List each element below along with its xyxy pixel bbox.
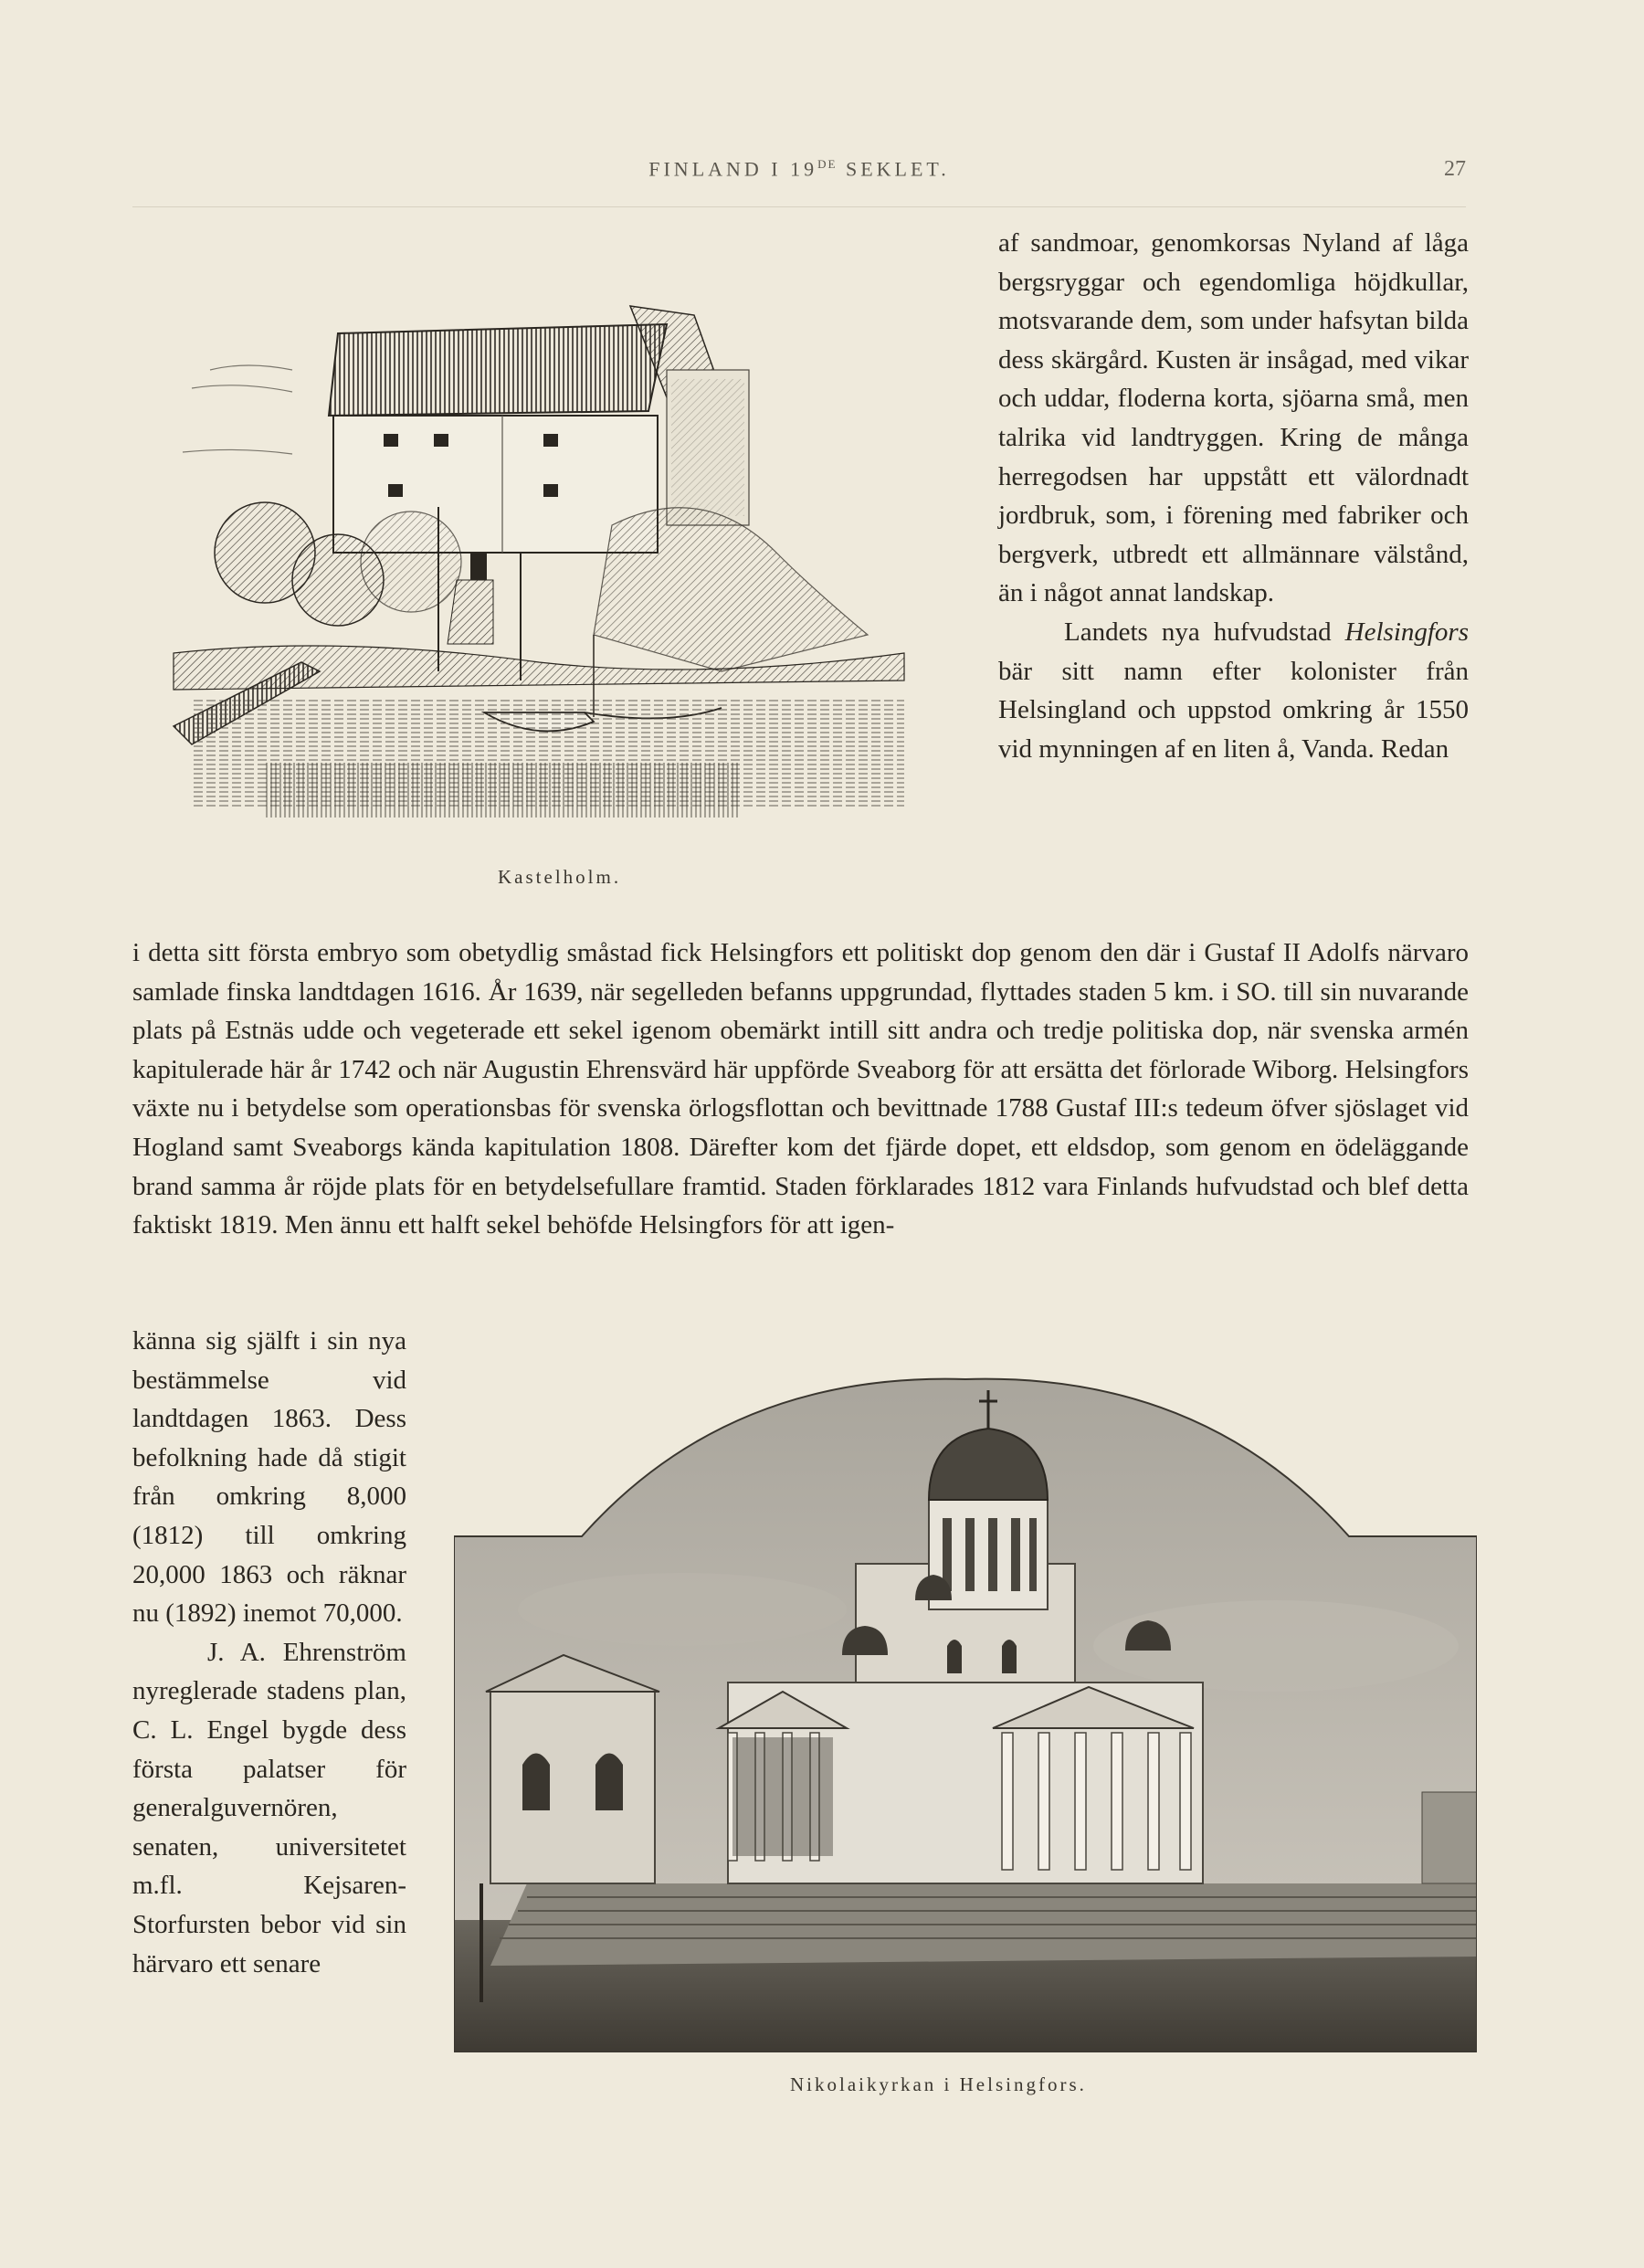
full-width-paragraph: i detta sitt första embryo som obetydlig småstad fick Helsingfors ett politiskt dop genom den där i Gustaf II Adolfs närvaro samlade finska landtdagen 1616. År 1639, när segelleden befanns uppgrundad, flyttades staden 5 km. i SO. till sin nuvarande plats på Estnäs udde och vegeterade ett sekel igenom obemärkt intill sitt andra och tredje politiska dop, när svenska armén kapitulerade här år 1742 och när Augustin Ehrensvärd här uppförde Sveaborg för att ersätta det förlorade Wiborg. Helsingfors växte nu i betydelse som operationsbas för svenska örlogsflottan och bevittnade 1788 Gustaf III:s tedeum öfver sjöslaget vid Hogland samt Sveaborgs kända kapitulation 1808. Därefter kom det fjärde dopet, ett eldsdop, som genom en ödeläggande brand samma år röjde plats för en betydelsefullare framtid. Staden förklarades 1812 vara Finlands hufvudstad och blef detta faktiskt 1819. Men ännu ett halft sekel behöfde Helsingfors för att igen- bbox=[132, 938, 1469, 1240]
kastelholm-illustration bbox=[155, 251, 950, 836]
running-title-main: FINLAND I 19 bbox=[648, 157, 818, 181]
nikolaikyrkan-caption: Nikolaikyrkan i Helsingfors. bbox=[790, 2073, 1087, 2095]
page-number: 27 bbox=[1444, 157, 1466, 181]
right-column-text bbox=[998, 224, 1469, 768]
running-title-end: SEKLET. bbox=[837, 157, 950, 181]
header-rule bbox=[132, 206, 1466, 207]
paragraph-2-start: Landets nya hufvudstad bbox=[1064, 617, 1345, 647]
right-column-paragraph-2 bbox=[998, 613, 1469, 768]
page-header bbox=[132, 157, 1466, 185]
running-title-superscript: DE bbox=[817, 157, 838, 171]
right-column-paragraph-1: af sandmoar, genomkorsas Nyland af låga bergsryggar och egendomliga höjdkullar, motsvarande dem, som under hafsytan bilda dess skärgård. Kusten är insågad, med vikar och uddar, floderna korta, sjöarna små, men talrika vid landtryggen. Kring de många herregodsen har uppstått ett välordnadt jordbruk, som, i förening med fabriker och bergverk, utbredt ett allmännare välstånd, än i något annat landskap. bbox=[998, 228, 1469, 608]
left-column-text bbox=[132, 1322, 406, 1983]
kastelholm-caption: Kastelholm. bbox=[498, 866, 622, 888]
left-column-paragraph-1: känna sig själft i sin nya bestämmelse vid landtdagen 1863. Dess befolkning hade då stigit från omkring 8,000 (1812) till omkring 20,000 1863 och räknar nu (1892) inemot 70,000. bbox=[132, 1326, 406, 1629]
full-width-text bbox=[132, 934, 1469, 1245]
running-title bbox=[132, 157, 1466, 181]
left-column-paragraph-2: J. A. Ehrenström nyreglerade stadens plan, C. L. Engel bygde dess första palatser för generalguvernören, senaten, universitetet m.fl. Kejsaren-Storfursten bebor vid sin härvaro ett senare bbox=[132, 1637, 406, 1978]
helsingfors-italic: Helsingfors bbox=[1344, 617, 1469, 647]
paragraph-2-rest: bär sitt namn efter kolonister från Helsingland och uppstod omkring år 1550 vid mynningen af en liten å, Vanda. Redan bbox=[998, 656, 1469, 764]
nikolaikyrkan-photograph bbox=[454, 1372, 1477, 2052]
